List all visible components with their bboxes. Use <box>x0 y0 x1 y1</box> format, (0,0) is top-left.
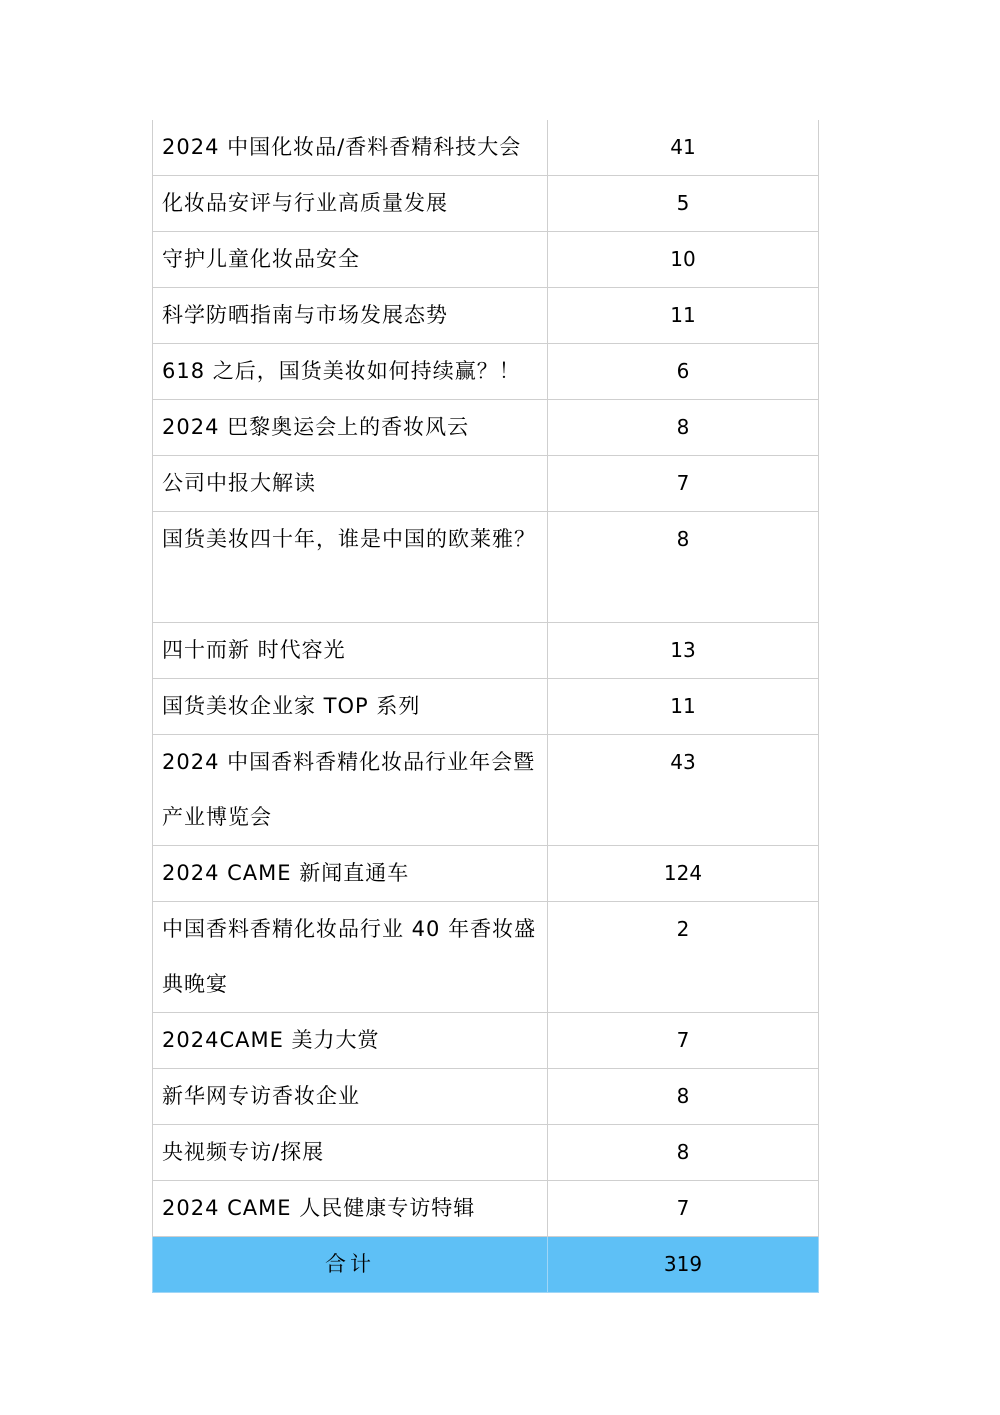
program-title: 2024 中国化妆品/香料香精科技大会 <box>162 135 522 159</box>
table-row <box>153 400 819 456</box>
count-cell <box>548 400 819 456</box>
table-row <box>153 120 819 176</box>
count-cell <box>548 1069 819 1125</box>
table-row <box>153 735 819 846</box>
program-count: 124 <box>663 861 703 885</box>
table-row <box>153 344 819 400</box>
program-count: 41 <box>670 135 696 159</box>
title-cell <box>153 902 548 1013</box>
program-count-table <box>152 120 818 1293</box>
table <box>152 120 819 1293</box>
title-cell <box>153 120 548 176</box>
program-count: 11 <box>670 694 696 718</box>
program-count: 8 <box>676 1084 690 1108</box>
table-row <box>153 1125 819 1181</box>
total-count-cell <box>548 1237 819 1293</box>
program-title: 新华网专访香妆企业 <box>162 1084 360 1108</box>
table-row <box>153 512 819 623</box>
total-label: 合计 <box>325 1252 375 1276</box>
title-cell <box>153 679 548 735</box>
program-title: 2024 CAME 人民健康专访特辑 <box>162 1196 476 1220</box>
count-cell <box>548 1013 819 1069</box>
count-cell <box>548 120 819 176</box>
title-cell <box>153 344 548 400</box>
title-cell <box>153 176 548 232</box>
total-count: 319 <box>663 1252 703 1276</box>
table-row <box>153 176 819 232</box>
count-cell <box>548 735 819 846</box>
program-title: 公司中报大解读 <box>162 471 316 495</box>
title-cell <box>153 846 548 902</box>
program-count: 11 <box>670 303 696 327</box>
title-cell <box>153 288 548 344</box>
count-cell <box>548 1125 819 1181</box>
count-cell <box>548 902 819 1013</box>
table-row <box>153 456 819 512</box>
count-cell <box>548 288 819 344</box>
count-cell <box>548 456 819 512</box>
program-count: 8 <box>676 527 690 551</box>
program-count: 7 <box>676 1028 690 1052</box>
program-title: 2024CAME 美力大赏 <box>162 1028 380 1052</box>
title-cell <box>153 735 548 846</box>
program-title: 四十而新 时代容光 <box>162 638 346 662</box>
title-cell <box>153 1181 548 1237</box>
program-title: 2024 巴黎奥运会上的香妆风云 <box>162 415 470 439</box>
program-count: 8 <box>676 1140 690 1164</box>
title-cell <box>153 1125 548 1181</box>
program-title: 中国香料香精化妆品行业 40 年香妆盛典晚宴 <box>162 917 537 996</box>
total-row <box>153 1237 819 1293</box>
table-row <box>153 1069 819 1125</box>
count-cell <box>548 623 819 679</box>
program-count: 10 <box>670 247 696 271</box>
program-count: 6 <box>676 359 690 383</box>
program-title: 科学防晒指南与市场发展态势 <box>162 303 448 327</box>
table-row <box>153 623 819 679</box>
count-cell <box>548 1181 819 1237</box>
program-title: 化妆品安评与行业高质量发展 <box>162 191 448 215</box>
title-cell <box>153 512 548 623</box>
program-count: 8 <box>676 415 690 439</box>
table-row <box>153 1181 819 1237</box>
program-title: 2024 CAME 新闻直通车 <box>162 861 410 885</box>
program-count: 2 <box>676 917 690 941</box>
program-title: 国货美妆企业家 TOP 系列 <box>162 694 421 718</box>
title-cell <box>153 1013 548 1069</box>
table-row <box>153 679 819 735</box>
table-row <box>153 846 819 902</box>
program-title: 守护儿童化妆品安全 <box>162 247 360 271</box>
count-cell <box>548 679 819 735</box>
count-cell <box>548 846 819 902</box>
title-cell <box>153 456 548 512</box>
program-count: 5 <box>676 191 690 215</box>
table-row <box>153 288 819 344</box>
table-row <box>153 1013 819 1069</box>
program-title: 国货美妆四十年，谁是中国的欧莱雅？ <box>162 527 536 551</box>
title-cell <box>153 400 548 456</box>
count-cell <box>548 232 819 288</box>
program-title: 2024 中国香料香精化妆品行业年会暨产业博览会 <box>162 750 536 829</box>
program-count: 43 <box>670 750 696 774</box>
count-cell <box>548 344 819 400</box>
count-cell <box>548 512 819 623</box>
table-row <box>153 902 819 1013</box>
count-cell <box>548 176 819 232</box>
total-label-cell <box>153 1237 548 1293</box>
program-title: 央视频专访/探展 <box>162 1140 325 1164</box>
table-row <box>153 232 819 288</box>
title-cell <box>153 623 548 679</box>
program-count: 13 <box>670 638 696 662</box>
program-count: 7 <box>676 471 690 495</box>
program-title: 618 之后，国货美妆如何持续赢？！ <box>162 359 521 383</box>
title-cell <box>153 1069 548 1125</box>
title-cell <box>153 232 548 288</box>
program-count: 7 <box>676 1196 690 1220</box>
